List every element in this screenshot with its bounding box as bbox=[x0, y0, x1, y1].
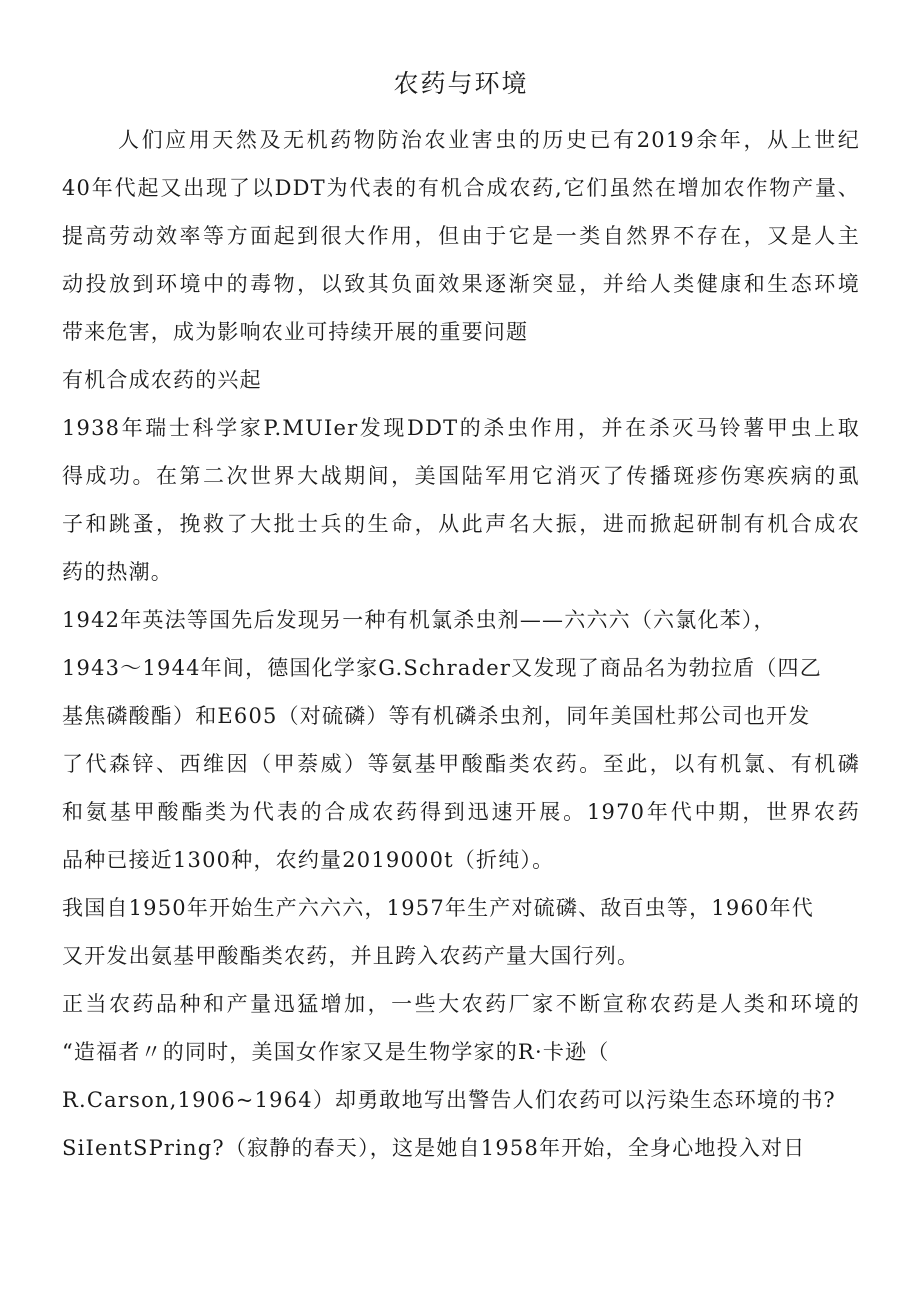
text-line: SiIentSPring?（寂静的春天），这是她自1958年开始，全身心地投入对日 bbox=[62, 1136, 806, 1160]
text-line: R.Carson,1906~1964）却勇敢地写出警告人们农药可以污染生态环境的书? bbox=[62, 1088, 836, 1112]
text-line: 基焦磷酸酯）和E605（对硫磷）等有机磷杀虫剂，同年美国杜邦公司也开发 bbox=[62, 704, 811, 728]
text-line: 又开发出氨基甲酸酯类农药，并且跨入农药产量大国行列。 bbox=[62, 944, 640, 968]
text-line: 1943～1944年间，德国化学家G.Schrader又发现了商品名为勃拉盾（四乙 bbox=[62, 656, 822, 680]
text-line: 我国自1950年开始生产六六六，1957年生产对硫磷、敌百虫等，1960年代 bbox=[62, 896, 814, 920]
text-line: 1938年瑞士科学家P.MUIer发现DDT的杀虫作用，并在杀灭马铃薯甲虫上取 bbox=[62, 416, 860, 440]
text-line: 动投放到环境中的毒物，以致其负面效果逐渐突显，并给人类健康和生态环境 bbox=[62, 272, 860, 296]
text-line: 子和跳蚤，挽救了大批士兵的生命，从此声名大振，进而掀起研制有机合成农 bbox=[62, 512, 860, 536]
text-line: 正当农药品种和产量迅猛增加，一些大农药厂家不断宣称农药是人类和环境的 bbox=[62, 992, 860, 1016]
text-line: 得成功。在第二次世界大战期间，美国陆军用它消灭了传播斑疹伤寒疾病的虱 bbox=[62, 464, 860, 488]
text-line: 人们应用天然及无机药物防治农业害虫的历史已有2019余年，从上世纪 bbox=[118, 128, 860, 152]
text-line: 提高劳动效率等方面起到很大作用，但由于它是一类自然界不存在，又是人主 bbox=[62, 224, 860, 248]
document-title: 农药与环境 bbox=[393, 69, 529, 98]
text-line: 药的热潮。 bbox=[62, 560, 173, 584]
text-line: “造福者〃的同时，美国女作家又是生物学家的R·卡逊（ bbox=[62, 1040, 610, 1064]
text-line: 和氨基甲酸酯类为代表的合成农药得到迅速开展。1970年代中期，世界农药 bbox=[62, 800, 860, 824]
text-line: 40年代起又出现了以DDT为代表的有机合成农药,它们虽然在增加农作物产量、 bbox=[62, 176, 860, 200]
text-line: 1942年英法等国先后发现另一种有机氯杀虫剂——六六六（六氯化苯）， bbox=[62, 608, 776, 632]
text-line: 品种已接近1300种，农约量2019000t（折纯）。 bbox=[62, 848, 555, 872]
text-line: 了代森锌、西维因（甲萘威）等氨基甲酸酯类农药。至此，以有机氯、有机磷 bbox=[62, 752, 860, 776]
section-heading: 有机合成农药的兴起 bbox=[62, 368, 262, 392]
text-line: 带来危害，成为影响农业可持续开展的重要问题 bbox=[62, 320, 529, 344]
